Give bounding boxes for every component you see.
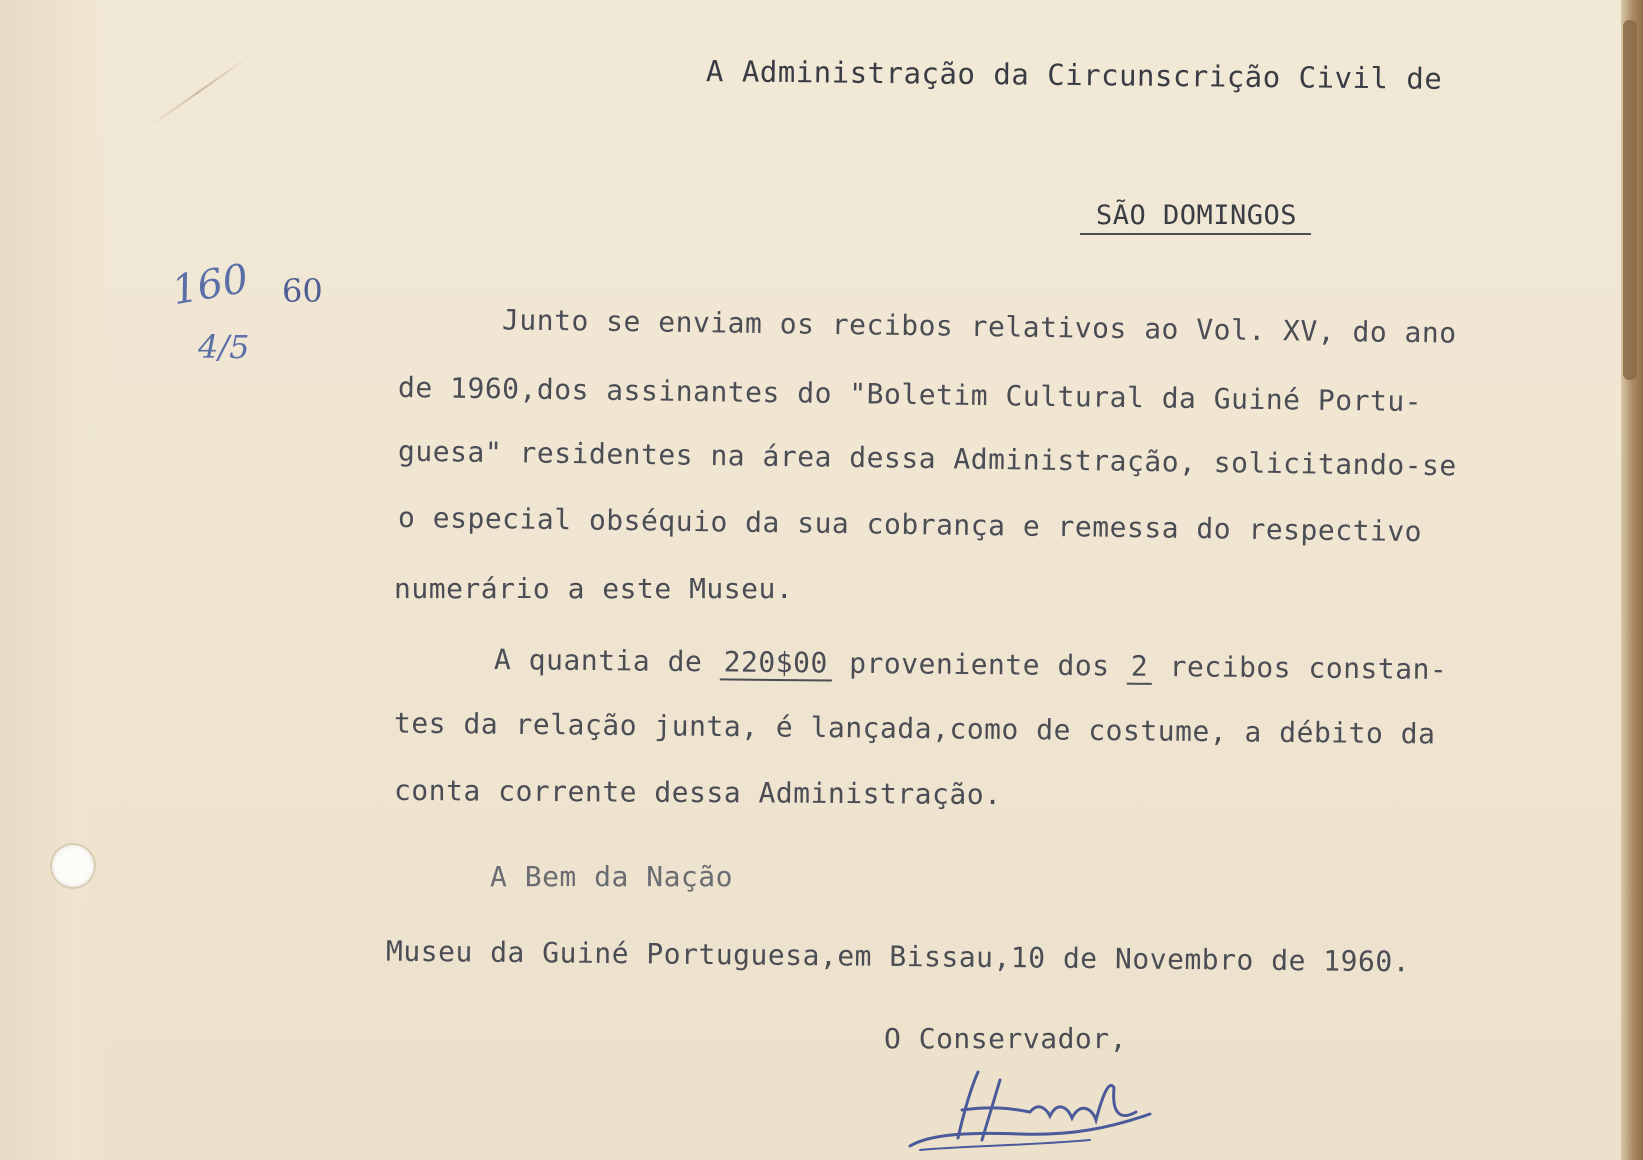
addressee-line: A Administração da Circunscrição Civil de — [705, 54, 1443, 96]
paragraph2-middle: proveniente dos — [849, 646, 1110, 683]
paragraph2-line2: tes da relação junta, é lançada,como de costume, a débito da — [393, 706, 1436, 751]
handwritten-signature — [900, 1050, 1200, 1160]
reference-number: 160 — [168, 255, 252, 315]
paragraph1-line1: Junto se enviam os recibos relativos ao Vol. XV, do ano — [501, 303, 1457, 350]
signatory-title: O Conservador, — [884, 1022, 1128, 1055]
paragraph1-line4: o especial obséquio da sua cobrança e remessa do respectivo — [397, 500, 1423, 549]
paper-left-shading — [0, 0, 110, 1160]
paragraph1-line3: guesa" residentes na área dessa Administração, solicitando-se — [397, 434, 1457, 483]
paragraph2-suffix: recibos constan- — [1169, 650, 1448, 686]
receipt-count: 2 — [1127, 650, 1153, 685]
closing-line: Museu da Guiné Portuguesa,em Bissau,10 de Novembro de 1960. — [385, 934, 1411, 979]
paragraph2-line3: conta corrente dessa Administração. — [393, 773, 1002, 812]
paragraph1-line5: numerário a este Museu. — [394, 572, 794, 605]
amount-value: 220$00 — [719, 645, 832, 681]
paragraph1-line2: de 1960,dos assinantes do "Boletim Cultural da Guiné Portu- — [397, 370, 1423, 419]
reference-year: 60 — [282, 272, 323, 310]
paragraph2-prefix: A quantia de — [493, 643, 703, 679]
salutation: A Bem da Nação — [490, 860, 734, 893]
paper-edge-stain — [1623, 20, 1637, 380]
punch-hole — [52, 845, 94, 887]
reference-sub: 4/5 — [198, 328, 250, 366]
addressee-place: SÃO DOMINGOS — [1080, 200, 1311, 235]
